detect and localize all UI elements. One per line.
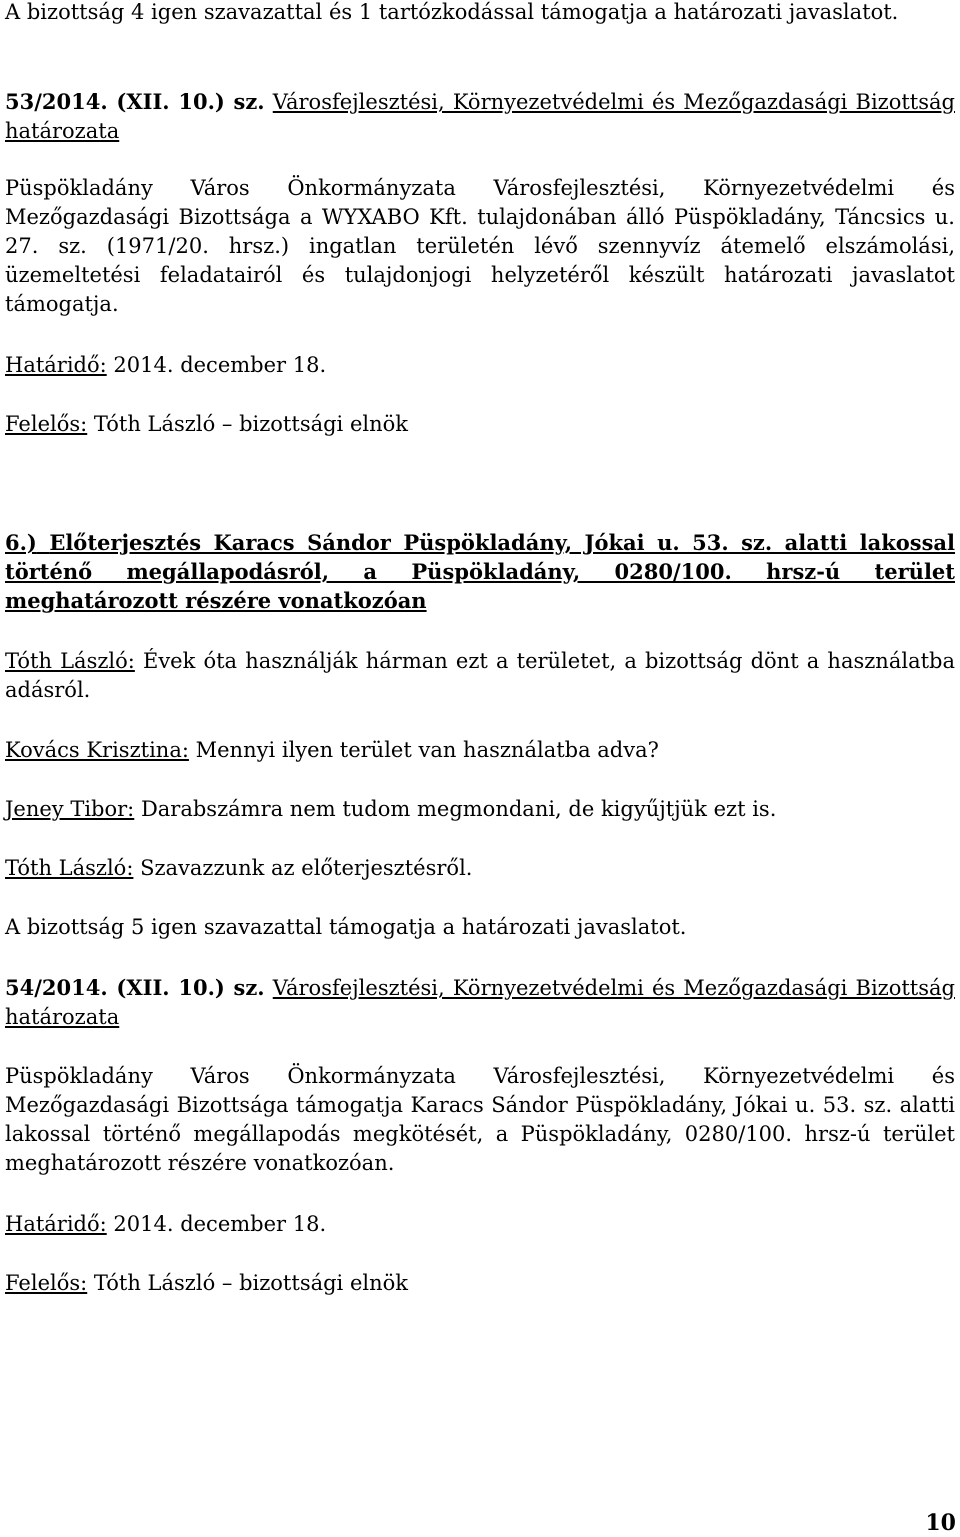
speaker-text: Évek óta használják hárman ezt a területet, a bizottság dönt a használatba adásról. <box>5 649 955 702</box>
speaker-name: Tóth László: <box>5 649 135 673</box>
resolution-54-heading <box>5 973 955 1032</box>
deadline-2-value: 2014. december 18. <box>106 1212 327 1236</box>
dialogue-line <box>5 647 955 705</box>
resolution-54-title: Városfejlesztési, Környezetvédelmi és Mezőgazdasági Bizottság határozata <box>5 976 955 1029</box>
dialogue-line <box>5 736 955 765</box>
resolution-53-number: 53/2014. (XII. 10.) sz. <box>5 89 265 114</box>
responsible-1-label: Felelős: <box>5 412 88 436</box>
speaker-text: Mennyi ilyen terület van használatba adva? <box>188 738 659 762</box>
speaker-text: Darabszámra nem tudom megmondani, de kigyűjtjük ezt is. <box>134 797 777 821</box>
responsible-2-label: Felelős: <box>5 1271 88 1295</box>
agenda-item-6-title: Előterjesztés Karacs Sándor Püspökladány, Jókai u. 53. sz. alatti lakossal történő megállapodásról, a Püspökladány, 0280/100. hrsz-ú terület meghatározott részére vonatkozóan <box>5 530 956 613</box>
resolution-53-body: Püspökladány Város Önkormányzata Városfejlesztési, Környezetvédelmi és Mezőgazdasági Bizottsága a WYXABO Kft. tulajdonában álló Püspökladány, Táncsics u. 27. sz. (1971/20. hrsz.) ingatlan területén lévő szennyvíz átemelő elszámolási, üzemeltetési feladatairól és tulajdonjogi helyzetéről készült határozati javaslatot támogatja. <box>5 176 955 316</box>
dialogue-line <box>5 854 955 883</box>
resolution-54-number: 54/2014. (XII. 10.) sz. <box>5 975 265 1000</box>
deadline-2 <box>5 1210 955 1239</box>
speaker-name: Jeney Tibor: <box>5 797 135 821</box>
page-number: 10 <box>925 1510 956 1536</box>
responsible-1-value: Tóth László – bizottsági elnök <box>87 412 408 436</box>
agenda-item-6-heading <box>5 528 955 615</box>
resolution-53-title: Városfejlesztési, Környezetvédelmi és Mezőgazdasági Bizottság határozata <box>5 90 955 143</box>
vote-result-paragraph: A bizottság 5 igen szavazattal támogatja a határozati javaslatot. <box>5 915 687 939</box>
speaker-name: Tóth László: <box>5 856 134 880</box>
speaker-text: Szavazzunk az előterjesztésről. <box>133 856 473 880</box>
deadline-1-value: 2014. december 18. <box>106 353 327 377</box>
deadline-1 <box>5 351 955 380</box>
deadline-2-label: Határidő: <box>5 1212 107 1236</box>
responsible-2-value: Tóth László – bizottsági elnök <box>87 1271 408 1295</box>
vote-result-paragraph: A bizottság 4 igen szavazattal és 1 tartózkodással támogatja a határozati javaslatot. <box>5 0 899 24</box>
dialogue-line <box>5 795 955 824</box>
resolution-54-body: Püspökladány Város Önkormányzata Városfejlesztési, Környezetvédelmi és Mezőgazdasági Bizottsága támogatja Karacs Sándor Püspökladány, Jókai u. 53. sz. alatti lakossal történő megállapodás megkötését, a Püspökladány, 0280/100. hrsz-ú terület meghatározott részére vonatkozóan. <box>5 1064 955 1175</box>
responsible-1 <box>5 410 955 439</box>
deadline-1-label: Határidő: <box>5 353 107 377</box>
responsible-2 <box>5 1269 955 1298</box>
speaker-name: Kovács Krisztina: <box>5 738 189 762</box>
resolution-53-heading <box>5 87 955 146</box>
agenda-item-6-number: 6.) <box>5 530 37 555</box>
